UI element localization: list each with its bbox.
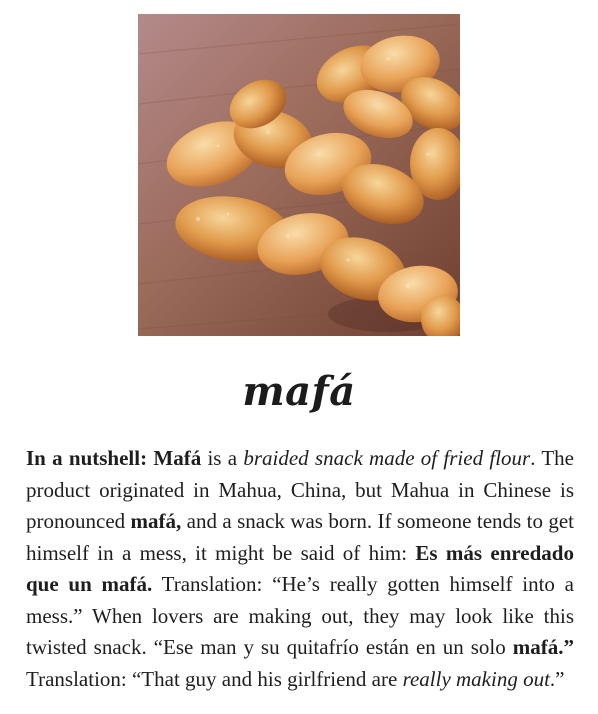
entry-text: is a xyxy=(201,446,244,470)
entry-text: Translation: “That guy and his girlfriend are xyxy=(26,666,403,691)
nutshell-label: In a nutshell: xyxy=(26,446,148,470)
definition-italic: braided snack made of fried flour xyxy=(243,446,531,470)
entry-text: and a snack was born. If someone tends to get himself in a mess, it might be said of him: xyxy=(26,509,574,565)
entry-text: .” xyxy=(549,666,565,691)
entry-text: Translation: “He’s really gotten himself into a mess.” When lovers are making out, they may look like this twisted snack. “Ese man y su quitafrío están en un solo xyxy=(26,572,574,659)
term-bold: mafá.” xyxy=(512,635,574,659)
braided-snack-image xyxy=(138,14,460,336)
headword-title: mafá xyxy=(242,368,356,415)
entry-paragraph xyxy=(26,443,574,695)
term-bold: mafá, xyxy=(130,509,182,533)
entry-text: . The product originated in Mahua, China, but Mahua in Chinese is pronounced xyxy=(26,446,574,533)
term-bold: Mafá xyxy=(153,446,202,470)
example-bold: Es más enredado que un mafá. xyxy=(26,540,574,596)
snack-photo xyxy=(138,14,460,336)
emphasis-italic: really making out xyxy=(402,666,550,691)
